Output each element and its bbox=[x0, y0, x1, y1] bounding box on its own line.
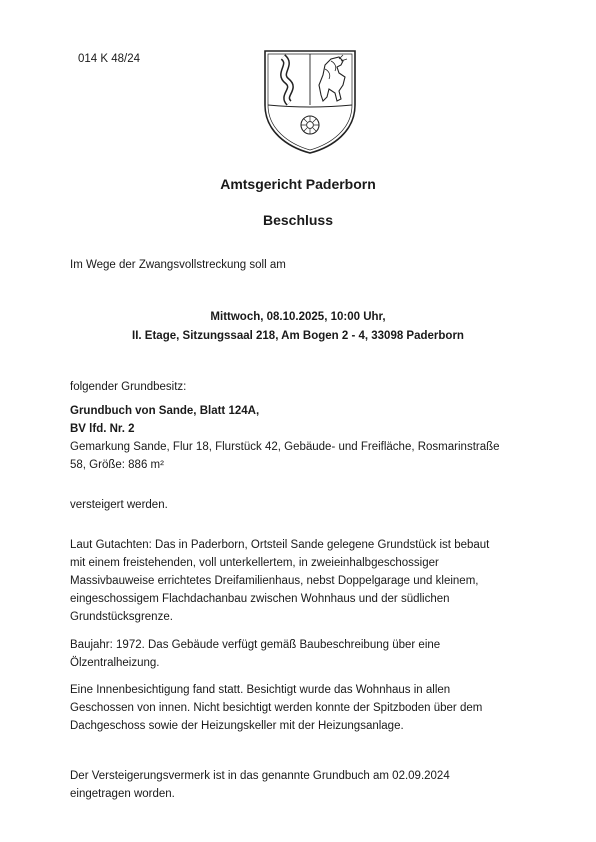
baujahr-line: Ölzentralheizung. bbox=[70, 657, 160, 669]
gutachten-line: Massivbauweise errichtetes Dreifamilienhaus, nebst Doppelgarage und kleinem, bbox=[70, 575, 479, 587]
termin-datum: Mittwoch, 08.10.2025, 10:00 Uhr, bbox=[210, 311, 386, 323]
gutachten-line: Grundstücksgrenze. bbox=[70, 611, 173, 623]
besichtigung-line: Geschossen von innen. Nicht besichtigt werden konnte der Spitzboden über dem bbox=[70, 702, 483, 714]
aktenzeichen: 014 K 48/24 bbox=[78, 53, 141, 65]
termin-ort: II. Etage, Sitzungssaal 218, Am Bogen 2 - 4, 33098 Paderborn bbox=[132, 330, 464, 342]
grundstueck-beschreibung-1: Gemarkung Sande, Flur 18, Flurstück 42, Gebäude- und Freifläche, Rosmarinstraße bbox=[70, 441, 500, 453]
besichtigung-line: Dachgeschoss sowie der Heizungskeller mit der Heizungsanlage. bbox=[70, 720, 404, 732]
grundbuch: Grundbuch von Sande, Blatt 124A, bbox=[70, 405, 260, 417]
gutachten-line: Laut Gutachten: Das in Paderborn, Ortsteil Sande gelegene Grundstück ist bebaut bbox=[70, 539, 490, 551]
gutachten-line: eingeschossigem Flachdachanbau zwischen Wohnhaus und der südlichen bbox=[70, 593, 450, 605]
nrw-coat-of-arms-icon bbox=[259, 45, 361, 157]
grundstueck-beschreibung-2: 58, Größe: 886 m² bbox=[70, 459, 164, 471]
grundbesitz-label: folgender Grundbesitz: bbox=[70, 381, 187, 393]
court-name: Amtsgericht Paderborn bbox=[220, 176, 376, 192]
bv-nummer: BV lfd. Nr. 2 bbox=[70, 423, 135, 435]
vermerk-line: eingetragen worden. bbox=[70, 788, 175, 800]
intro-text: Im Wege der Zwangsvollstreckung soll am bbox=[70, 259, 286, 271]
vermerk-line: Der Versteigerungsvermerk ist in das genannte Grundbuch am 02.09.2024 bbox=[70, 770, 450, 782]
gutachten-line: mit einem freistehenden, voll unterkellertem, in zweieinhalbgeschossiger bbox=[70, 557, 439, 569]
versteigert-text: versteigert werden. bbox=[70, 499, 168, 511]
document-title: Beschluss bbox=[262, 212, 334, 228]
besichtigung-line: Eine Innenbesichtigung fand statt. Besichtigt wurde das Wohnhaus in allen bbox=[70, 684, 451, 696]
baujahr-line: Baujahr: 1972. Das Gebäude verfügt gemäß Baubeschreibung über eine bbox=[70, 639, 441, 651]
